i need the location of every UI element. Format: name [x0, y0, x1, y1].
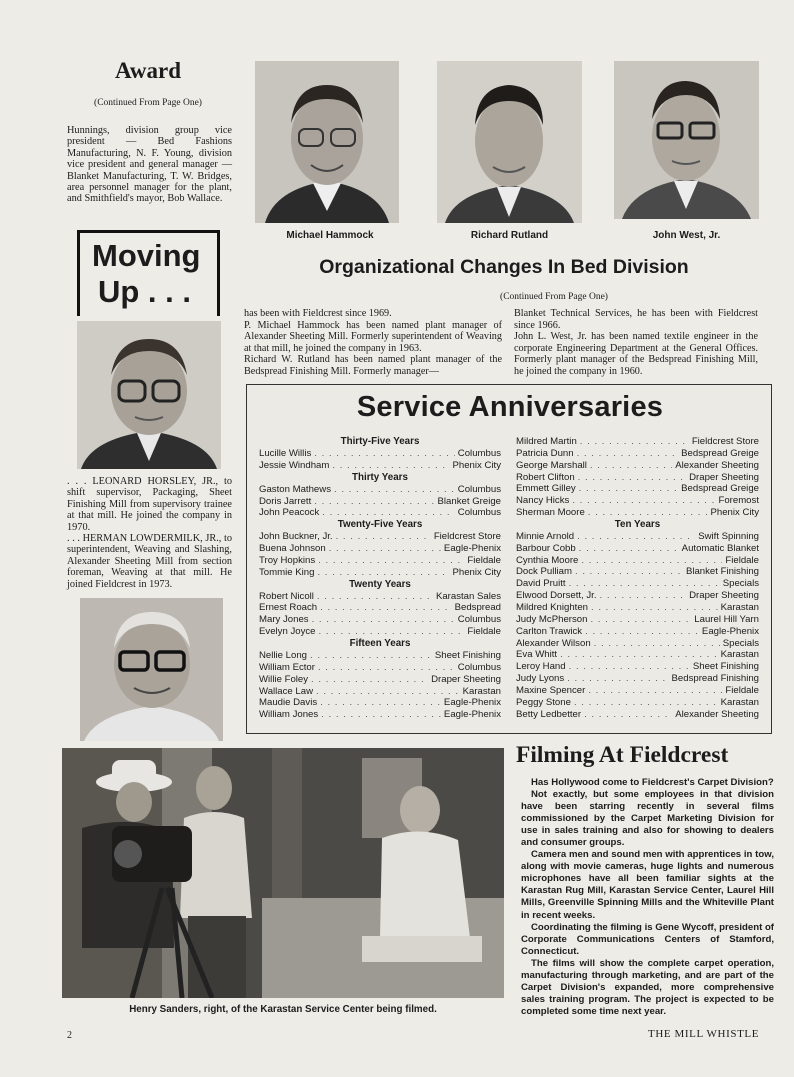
org-title: Organizational Changes In Bed Division — [319, 256, 689, 278]
dot-leader — [588, 507, 708, 519]
service-entry — [259, 686, 501, 698]
service-entry-name: Robert Nicoll — [259, 590, 314, 602]
dot-leader — [591, 602, 718, 614]
service-entry-location: Columbus — [457, 614, 501, 626]
horsley-photo — [77, 321, 221, 469]
portrait-photo-richard-rutland — [437, 61, 582, 223]
service-entry-location: Eagle-Phenix — [443, 543, 501, 555]
dot-leader — [590, 460, 672, 472]
service-entry-location: Phenix City — [452, 566, 501, 578]
dot-leader — [575, 566, 683, 578]
dot-leader — [584, 709, 672, 721]
service-entry-location: Blanket Finishing — [685, 566, 759, 578]
service-entry — [516, 661, 759, 673]
service-entry-name: Barbour Cobb — [516, 542, 576, 554]
dot-leader — [572, 495, 715, 507]
service-entry — [516, 638, 759, 650]
filming-paragraph: Not exactly, but some employees in that division have been starring recently in several films commissioned by the Carpet Marketing Division for use in sales training and also for showing to dealers and consumer groups. — [521, 789, 774, 849]
service-entry-location: Bedspread Greige — [681, 447, 759, 459]
service-entry — [259, 697, 501, 709]
service-entry — [516, 626, 759, 638]
service-entry — [259, 460, 501, 472]
service-entry-location: Eagle-Phenix — [443, 697, 501, 709]
dot-leader — [590, 614, 691, 626]
service-entry — [259, 555, 501, 567]
dot-leader — [318, 555, 464, 567]
horsley-text: . . . LEONARD HORSLEY, JR., to shift supervisor, Packaging, Sheet Finishing Mill from supervisory trainee at that mill. He joined the company in 1970. — [67, 476, 232, 533]
service-entry-name: David Pruitt — [516, 578, 566, 590]
dot-leader — [577, 448, 679, 460]
service-entry-name: William Ector — [259, 661, 315, 673]
service-entry-location: Fieldcrest Store — [433, 531, 501, 543]
service-entry — [516, 460, 759, 472]
service-entry-location: Alexander Sheeting — [675, 708, 759, 720]
service-entry — [259, 709, 501, 721]
dot-leader — [585, 626, 699, 638]
service-entry-location: Karastan — [720, 601, 759, 613]
filming-article — [521, 777, 774, 1018]
service-entry-location: Specials — [722, 637, 759, 649]
service-entry-location: Fieldale — [725, 554, 759, 566]
service-entry-location: Phenix City — [710, 507, 759, 519]
service-entry — [259, 484, 501, 496]
caption-michael-hammock: Michael Hammock — [286, 230, 374, 241]
service-entry-location: Karastan — [720, 696, 759, 708]
dot-leader — [312, 614, 455, 626]
service-entry-location: Bedspread Greige — [681, 483, 759, 495]
service-section-heading: Thirty Years — [352, 471, 408, 483]
service-entry-name: John Peacock — [259, 507, 320, 519]
dot-leader — [594, 638, 720, 650]
dot-leader — [567, 673, 668, 685]
service-entry-name: Evelyn Joyce — [259, 626, 316, 638]
portrait-photo-john-west — [614, 61, 759, 219]
service-entry — [259, 543, 501, 555]
service-entry-name: Judy Lyons — [516, 673, 565, 685]
service-entry — [259, 614, 501, 626]
service-entry-location: Eagle-Phenix — [701, 625, 759, 637]
service-entry-name: Troy Hopkins — [259, 554, 316, 566]
service-entry-name: Buena Johnson — [259, 543, 326, 555]
org-col2: Blanket Technical Services, he has been with Fieldcrest since 1966. John L. West, Jr. has been named textile engineer in the corporate Engineering Department at the General Offices. Formerly plant manager of the Bedspread Finishing Mill, he joined the company in 1960. — [514, 308, 758, 377]
service-entry-name: Gaston Mathews — [259, 483, 331, 495]
service-section-heading: Twenty-Five Years — [337, 519, 423, 531]
service-entry — [516, 578, 759, 590]
service-section-heading: Ten Years — [614, 518, 661, 530]
dot-leader — [336, 531, 431, 543]
moving-up-line2: Up . . . — [98, 274, 191, 309]
service-entry-location: Karastan — [720, 649, 759, 661]
service-entry — [259, 496, 501, 508]
service-entry-name: Nancy Hicks — [516, 495, 570, 507]
service-entry — [516, 602, 759, 614]
service-entry-name: John Buckner, Jr. — [259, 531, 333, 543]
caption-richard-rutland: Richard Rutland — [470, 230, 549, 241]
dot-leader — [560, 649, 718, 661]
award-continued: (Continued From Page One) — [94, 98, 202, 108]
dot-leader — [588, 685, 722, 697]
moving-up-box — [77, 230, 220, 316]
service-entry-name: Maudie Davis — [259, 697, 318, 709]
service-entry-location: Alexander Sheeting — [675, 459, 759, 471]
service-entry-name: Sherman Moore — [516, 507, 585, 519]
filming-title: Filming At Fieldcrest — [516, 742, 729, 768]
dot-leader — [577, 531, 695, 543]
award-text: Hunnings, division group vice president — Bed Fashions Manufacturing, N. F. Young, division vice president and general manager — Blanket Manufacturing, T. W. Bridges, area personnel manager for the plant, and Smithfield's mayor, Bob Wallace. — [67, 125, 232, 205]
service-entry-name: Jessie Windham — [259, 459, 330, 471]
service-entry-name: Doris Jarrett — [259, 495, 312, 507]
service-entry-location: Karastan — [462, 685, 501, 697]
dot-leader — [317, 567, 449, 579]
service-entry-name: Wallace Law — [259, 685, 314, 697]
service-entry-location: Columbus — [457, 483, 501, 495]
service-entry-location: Automatic Blanket — [681, 542, 759, 554]
service-entry — [516, 472, 759, 484]
service-entry — [516, 590, 759, 602]
service-entry-name: Mildred Martin — [516, 436, 577, 447]
service-entry — [516, 649, 759, 661]
org-col1: has been with Fieldcrest since 1969. P. Michael Hammock has been named plant manager of Alexander Sheeting Mill. Formerly superintendent of Weaving at that mill, he joined the company in 1963. Richard W. Rutland has been named plant manager of the Bedspread Finishing Mill. Formerly manager— — [244, 308, 502, 377]
dot-leader — [311, 674, 428, 686]
service-entry — [516, 673, 759, 685]
service-entry — [516, 555, 759, 567]
service-entry-location: Columbus — [457, 661, 501, 673]
newspaper-name: THE MILL WHISTLE — [648, 1028, 760, 1040]
dot-leader — [314, 496, 434, 508]
dot-leader — [574, 697, 718, 709]
service-entry-location: Fieldale — [467, 554, 501, 566]
portrait-photo-michael-hammock — [255, 61, 399, 223]
dot-leader — [329, 543, 441, 555]
dot-leader — [316, 686, 460, 698]
service-entry-location: Bedspread Finishing — [671, 673, 759, 685]
moving-up-line1: Moving — [92, 238, 201, 273]
filming-paragraph: The films will show the complete carpet operation, manufacturing through marketing, and are part of the Carpet Division's expanded, more comprehensive sales training program. The project is expected to be completed some time next year. — [521, 957, 774, 1017]
service-entry-name: Lucille Willis — [259, 448, 312, 459]
service-entry-name: Carlton Trawick — [516, 625, 583, 637]
service-entry — [516, 685, 759, 697]
service-title: Service Anniversaries — [356, 391, 664, 423]
service-entry-name: Dock Pulliam — [516, 566, 572, 578]
service-entry-location: Columbus — [457, 448, 501, 459]
page-number: 2 — [67, 1030, 72, 1041]
filming-photo — [62, 748, 504, 998]
service-entry-location: Draper Sheeting — [689, 590, 759, 602]
service-entry-location: Foremost — [718, 495, 759, 507]
service-section-heading: Thirty-Five Years — [340, 436, 420, 447]
service-entry-location: Specials — [722, 578, 759, 590]
service-list-right — [516, 436, 759, 720]
service-entry — [516, 543, 759, 555]
service-entry-name: Elwood Dorsett, Jr. — [516, 590, 597, 602]
service-entry-location: Swift Spinning — [698, 530, 759, 542]
service-entry — [259, 531, 501, 543]
service-entry-location: Bedspread — [454, 602, 501, 614]
service-entry-location: Eagle-Phenix — [443, 709, 501, 721]
service-entry-name: Nellie Long — [259, 649, 308, 661]
service-entry-name: Emmett Gilley — [516, 483, 576, 495]
service-entry-name: Maxine Spencer — [516, 684, 586, 696]
service-entry-name: Mary Jones — [259, 614, 309, 626]
service-section-heading: Fifteen Years — [349, 637, 411, 649]
service-entry-name: Mildred Knighten — [516, 601, 588, 613]
service-entry — [259, 591, 501, 603]
service-entry-name: Ernest Roach — [259, 602, 318, 614]
service-entry-name: Robert Clifton — [516, 471, 575, 483]
service-entry — [259, 448, 501, 460]
dot-leader — [320, 697, 441, 709]
service-anniversaries-box — [246, 384, 772, 734]
dot-leader — [321, 709, 441, 721]
dot-leader — [314, 448, 455, 460]
service-entry — [259, 650, 501, 662]
service-entry-location: Karastan Sales — [435, 590, 501, 602]
service-entry-location: Phenix City — [452, 459, 501, 471]
award-title: Award — [114, 58, 181, 83]
service-entry-name: Eva Whitt — [516, 649, 558, 661]
service-entry-location: Sheet Finishing — [434, 649, 501, 661]
service-entry-location: Laurel Hill Yarn — [694, 613, 759, 625]
dot-leader — [579, 483, 678, 495]
dot-leader — [569, 578, 720, 590]
dot-leader — [318, 662, 455, 674]
service-entry — [259, 567, 501, 579]
dot-leader — [332, 460, 449, 472]
filming-caption: Henry Sanders, right, of the Karastan Service Center being filmed. — [129, 1004, 437, 1015]
service-entry — [516, 507, 759, 519]
service-entry-name: Minnie Arnold — [516, 530, 575, 542]
service-entry-name: Betty Ledbetter — [516, 708, 582, 720]
dot-leader — [600, 590, 687, 602]
lowdermilk-photo — [80, 598, 223, 741]
service-list-left — [259, 436, 501, 721]
dot-leader — [317, 591, 433, 603]
service-entry — [516, 531, 759, 543]
dot-leader — [320, 602, 451, 614]
service-entry-name: Tommie King — [259, 566, 315, 578]
service-entry-name: Patricia Dunn — [516, 447, 574, 459]
service-entry-location: Columbus — [457, 507, 501, 519]
service-entry-name: Cynthia Moore — [516, 554, 579, 566]
service-entry-name: George Marshall — [516, 459, 587, 471]
service-entry-name: Willie Foley — [259, 673, 309, 685]
service-entry — [259, 626, 501, 638]
service-entry-name: William Jones — [259, 709, 319, 721]
filming-paragraph: Camera men and sound men with apprentices in tow, along with movie cameras, huge lights and numerous microphones have all been familiar sights at the Karastan Rug Mill, Karastan Service Center, Laurel Hill Mills, Greenville Spinning Mills and the Whiteville Plant in recent weeks. — [521, 849, 774, 921]
service-entry — [516, 436, 759, 448]
service-entry-location: Fieldale — [725, 684, 759, 696]
dot-leader — [581, 555, 722, 567]
service-entry-name: Peggy Stone — [516, 696, 571, 708]
dot-leader — [580, 436, 689, 448]
service-entry — [259, 662, 501, 674]
service-entry — [516, 709, 759, 721]
service-entry-location: Fieldcrest Store — [691, 436, 759, 447]
org-continued: (Continued From Page One) — [500, 292, 608, 302]
service-entry — [516, 614, 759, 626]
service-entry — [516, 448, 759, 460]
service-entry-location: Sheet Finishing — [692, 661, 759, 673]
filming-paragraph: Has Hollywood come to Fieldcrest's Carpet Division? — [531, 777, 774, 788]
service-entry-location: Blanket Greige — [437, 495, 501, 507]
dot-leader — [310, 650, 432, 662]
lowdermilk-text: . . . HERMAN LOWDERMILK, JR., to superintendent, Weaving and Slashing, Alexander Sheeting Mill from section foreman, Weaving at that mill. He joined Fieldcrest in 1973. — [67, 533, 232, 590]
service-entry-location: Draper Sheeting — [431, 673, 501, 685]
dot-leader — [334, 484, 455, 496]
service-entry — [516, 495, 759, 507]
dot-leader — [322, 507, 455, 519]
dot-leader — [569, 661, 690, 673]
service-entry — [259, 507, 501, 519]
service-entry-name: Leroy Hand — [516, 661, 566, 673]
dot-leader — [579, 543, 679, 555]
dot-leader — [578, 472, 686, 484]
service-entry-name: Judy McPherson — [516, 613, 588, 625]
service-entry-name: Alexander Wilson — [516, 637, 591, 649]
caption-john-west: John West, Jr. — [652, 230, 721, 241]
dot-leader — [319, 626, 465, 638]
service-entry-location: Fieldale — [467, 626, 501, 638]
service-section-heading: Twenty Years — [349, 578, 411, 590]
service-entry — [259, 602, 501, 614]
service-entry — [516, 697, 759, 709]
service-entry — [259, 674, 501, 686]
service-entry-location: Draper Sheeting — [689, 471, 759, 483]
service-entry — [516, 566, 759, 578]
service-entry — [516, 483, 759, 495]
filming-paragraph: Coordinating the filming is Gene Wycoff, president of Corporate Communications Centers of Stamford, Connecticut. — [521, 921, 774, 957]
